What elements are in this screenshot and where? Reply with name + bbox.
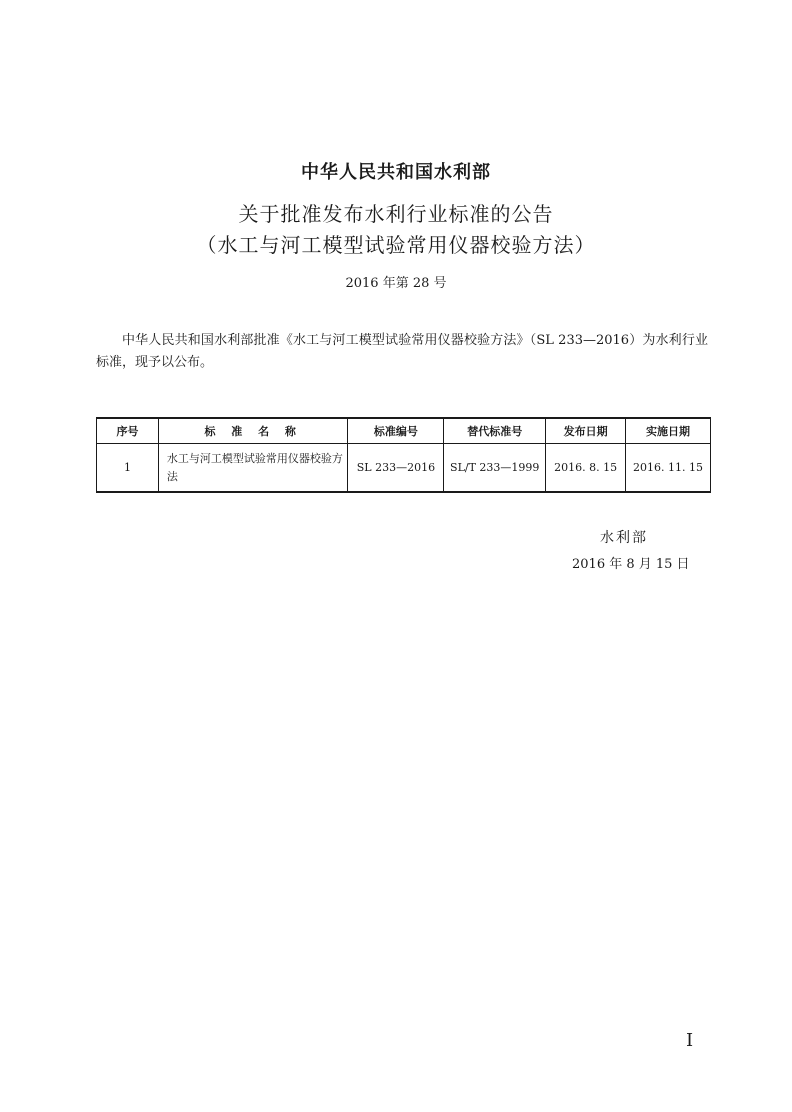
standards-table: [96, 417, 711, 493]
document-number: 2016 年第 28 号: [345, 276, 447, 291]
col-header-issue-date: 发布日期: [546, 418, 626, 444]
col-header-serial: 序号: [97, 418, 159, 444]
col-header-standard-code: 标准编号: [348, 418, 444, 444]
col-header-effective-date: 实施日期: [626, 418, 711, 444]
table-row: [97, 444, 711, 493]
announcement-body: 中华人民共和国水利部批准《水工与河工模型试验常用仪器校验方法》（SL 233—2016）为水利行业标准，现予以公布。: [96, 333, 708, 370]
cell-replaced-code: SL/T 233—1999: [444, 444, 546, 493]
signer: 水利部: [600, 530, 648, 546]
col-header-replaced-code: 替代标准号: [444, 418, 546, 444]
cell-standard-code: SL 233—2016: [348, 444, 444, 493]
cell-serial: 1: [97, 444, 159, 493]
cell-issue-date: 2016. 8. 15: [546, 444, 626, 493]
cell-standard-name: 水工与河工模型试验常用仪器校验方法: [158, 444, 348, 493]
cell-effective-date: 2016. 11. 15: [626, 444, 711, 493]
page-number: I: [686, 1030, 694, 1051]
announcement-subtitle: （水工与河工模型试验常用仪器校验方法）: [196, 233, 596, 257]
issuing-organization: 中华人民共和国水利部: [301, 162, 491, 183]
col-header-standard-name: 标 准 名 称: [158, 418, 348, 444]
announcement-title: 关于批准发布水利行业标准的公告: [238, 202, 554, 226]
table-header-row: [97, 418, 711, 444]
signing-date: 2016 年 8 月 15 日: [572, 557, 690, 572]
